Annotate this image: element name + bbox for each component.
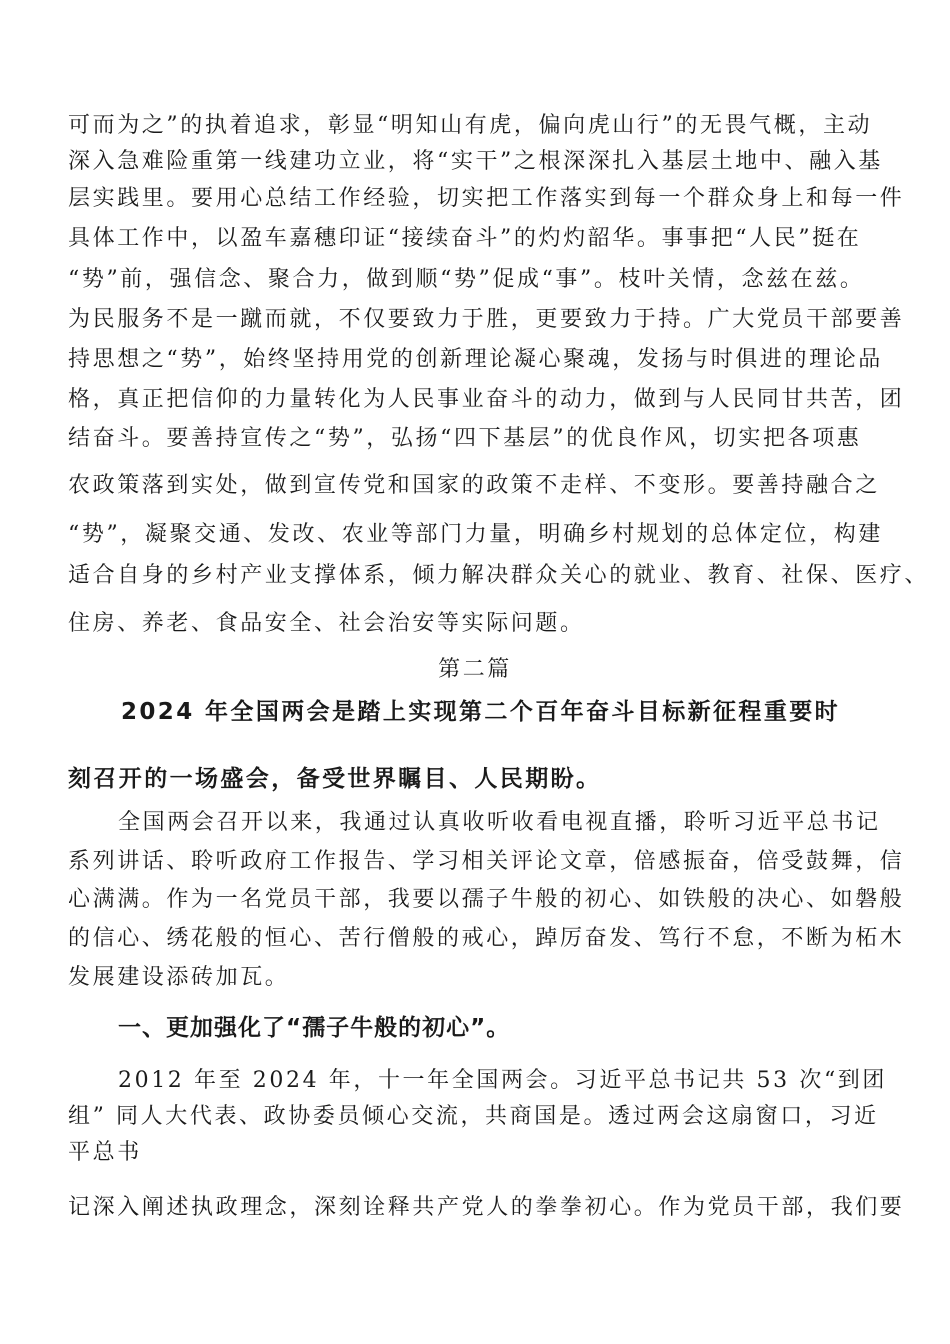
- intro-line: 心满满。作为一名党员干部，我要以孺子牛般的初心、如铁般的决心、如磐般: [68, 887, 905, 912]
- body-line: 组” 同人大代表、政协委员倾心交流，共商国是。透过两会这扇窗口，习近: [68, 1104, 879, 1129]
- paragraph-line: “势”前，强信念、聚合力，做到顺“势”促成“事”。枝叶关情，念兹在兹。: [68, 267, 865, 292]
- paragraph-line: 可而为之”的执着追求，彰显“明知山有虎，偏向虎山行”的无畏气概，主动: [68, 113, 873, 138]
- paragraph-line: 结奋斗。要善持宣传之“势”，弘扬“四下基层”的优良作风，切实把各项惠: [68, 426, 862, 451]
- intro-line: 系列讲话、聆听政府工作报告、学习相关评论文章，倍感振奋，倍受鼓舞，信: [68, 849, 905, 874]
- paragraph-line: 住房、养老、食品安全、社会治安等实际问题。: [68, 611, 585, 636]
- paragraph-line: 适合自身的乡村产业支撑体系，倾力解决群众关心的就业、教育、社保、医疗、: [68, 563, 930, 588]
- paragraph-line: 具体工作中，以盈车嘉穗印证“接续奋斗”的灼灼韶华。事事把“人民”挺在: [68, 226, 862, 251]
- paragraph-line: 持思想之“势”，始终坚持用党的创新理论凝心聚魂，发扬与时俱进的理论品: [68, 347, 883, 372]
- paragraph-line: 为民服务不是一蹴而就，不仅要致力于胜，更要致力于持。广大党员干部要善: [68, 307, 905, 332]
- paragraph-line: 农政策落到实处，做到宣传党和国家的政策不走样、不变形。要善持融合之: [68, 473, 880, 498]
- article-title-line-1: 2024 年全国两会是踏上实现第二个百年奋斗目标新征程重要时: [121, 699, 841, 725]
- intro-line: 发展建设添砖加瓦。: [68, 965, 290, 990]
- paragraph-line: 深入急难险重第一线建功立业，将“实干”之根深深扎入基层土地中、融入基: [68, 149, 883, 174]
- intro-line: 全国两会召开以来，我通过认真收听收看电视直播，聆听习近平总书记: [118, 810, 881, 835]
- part-label: 第二篇: [438, 657, 512, 682]
- paragraph-line: 层实践里。要用心总结工作经验，切实把工作落实到每一个群众身上和每一件: [68, 186, 905, 211]
- body-line: 2012 年至 2024 年，十一年全国两会。习近平总书记共 53 次“到团: [118, 1068, 887, 1093]
- paragraph-line: 格，真正把信仰的力量转化为人民事业奋斗的动力，做到与人民同甘共苦，团: [68, 387, 905, 412]
- article-title-line-2: 刻召开的一场盛会，备受世界瞩目、人民期盼。: [68, 766, 602, 792]
- intro-line: 的信心、绣花般的恒心、苦行僧般的戒心，踔厉奋发、笃行不怠，不断为柘木: [68, 926, 905, 951]
- section-heading: 一、更加强化了“孺子牛般的初心”。: [118, 1015, 511, 1041]
- body-line: 记深入阐述执政理念，深刻诠释共产党人的拳拳初心。作为党员干部，我们要: [68, 1195, 905, 1220]
- paragraph-line: “势”，凝聚交通、发改、农业等部门力量，明确乡村规划的总体定位，构建: [68, 522, 883, 547]
- body-line: 平总书: [68, 1140, 142, 1165]
